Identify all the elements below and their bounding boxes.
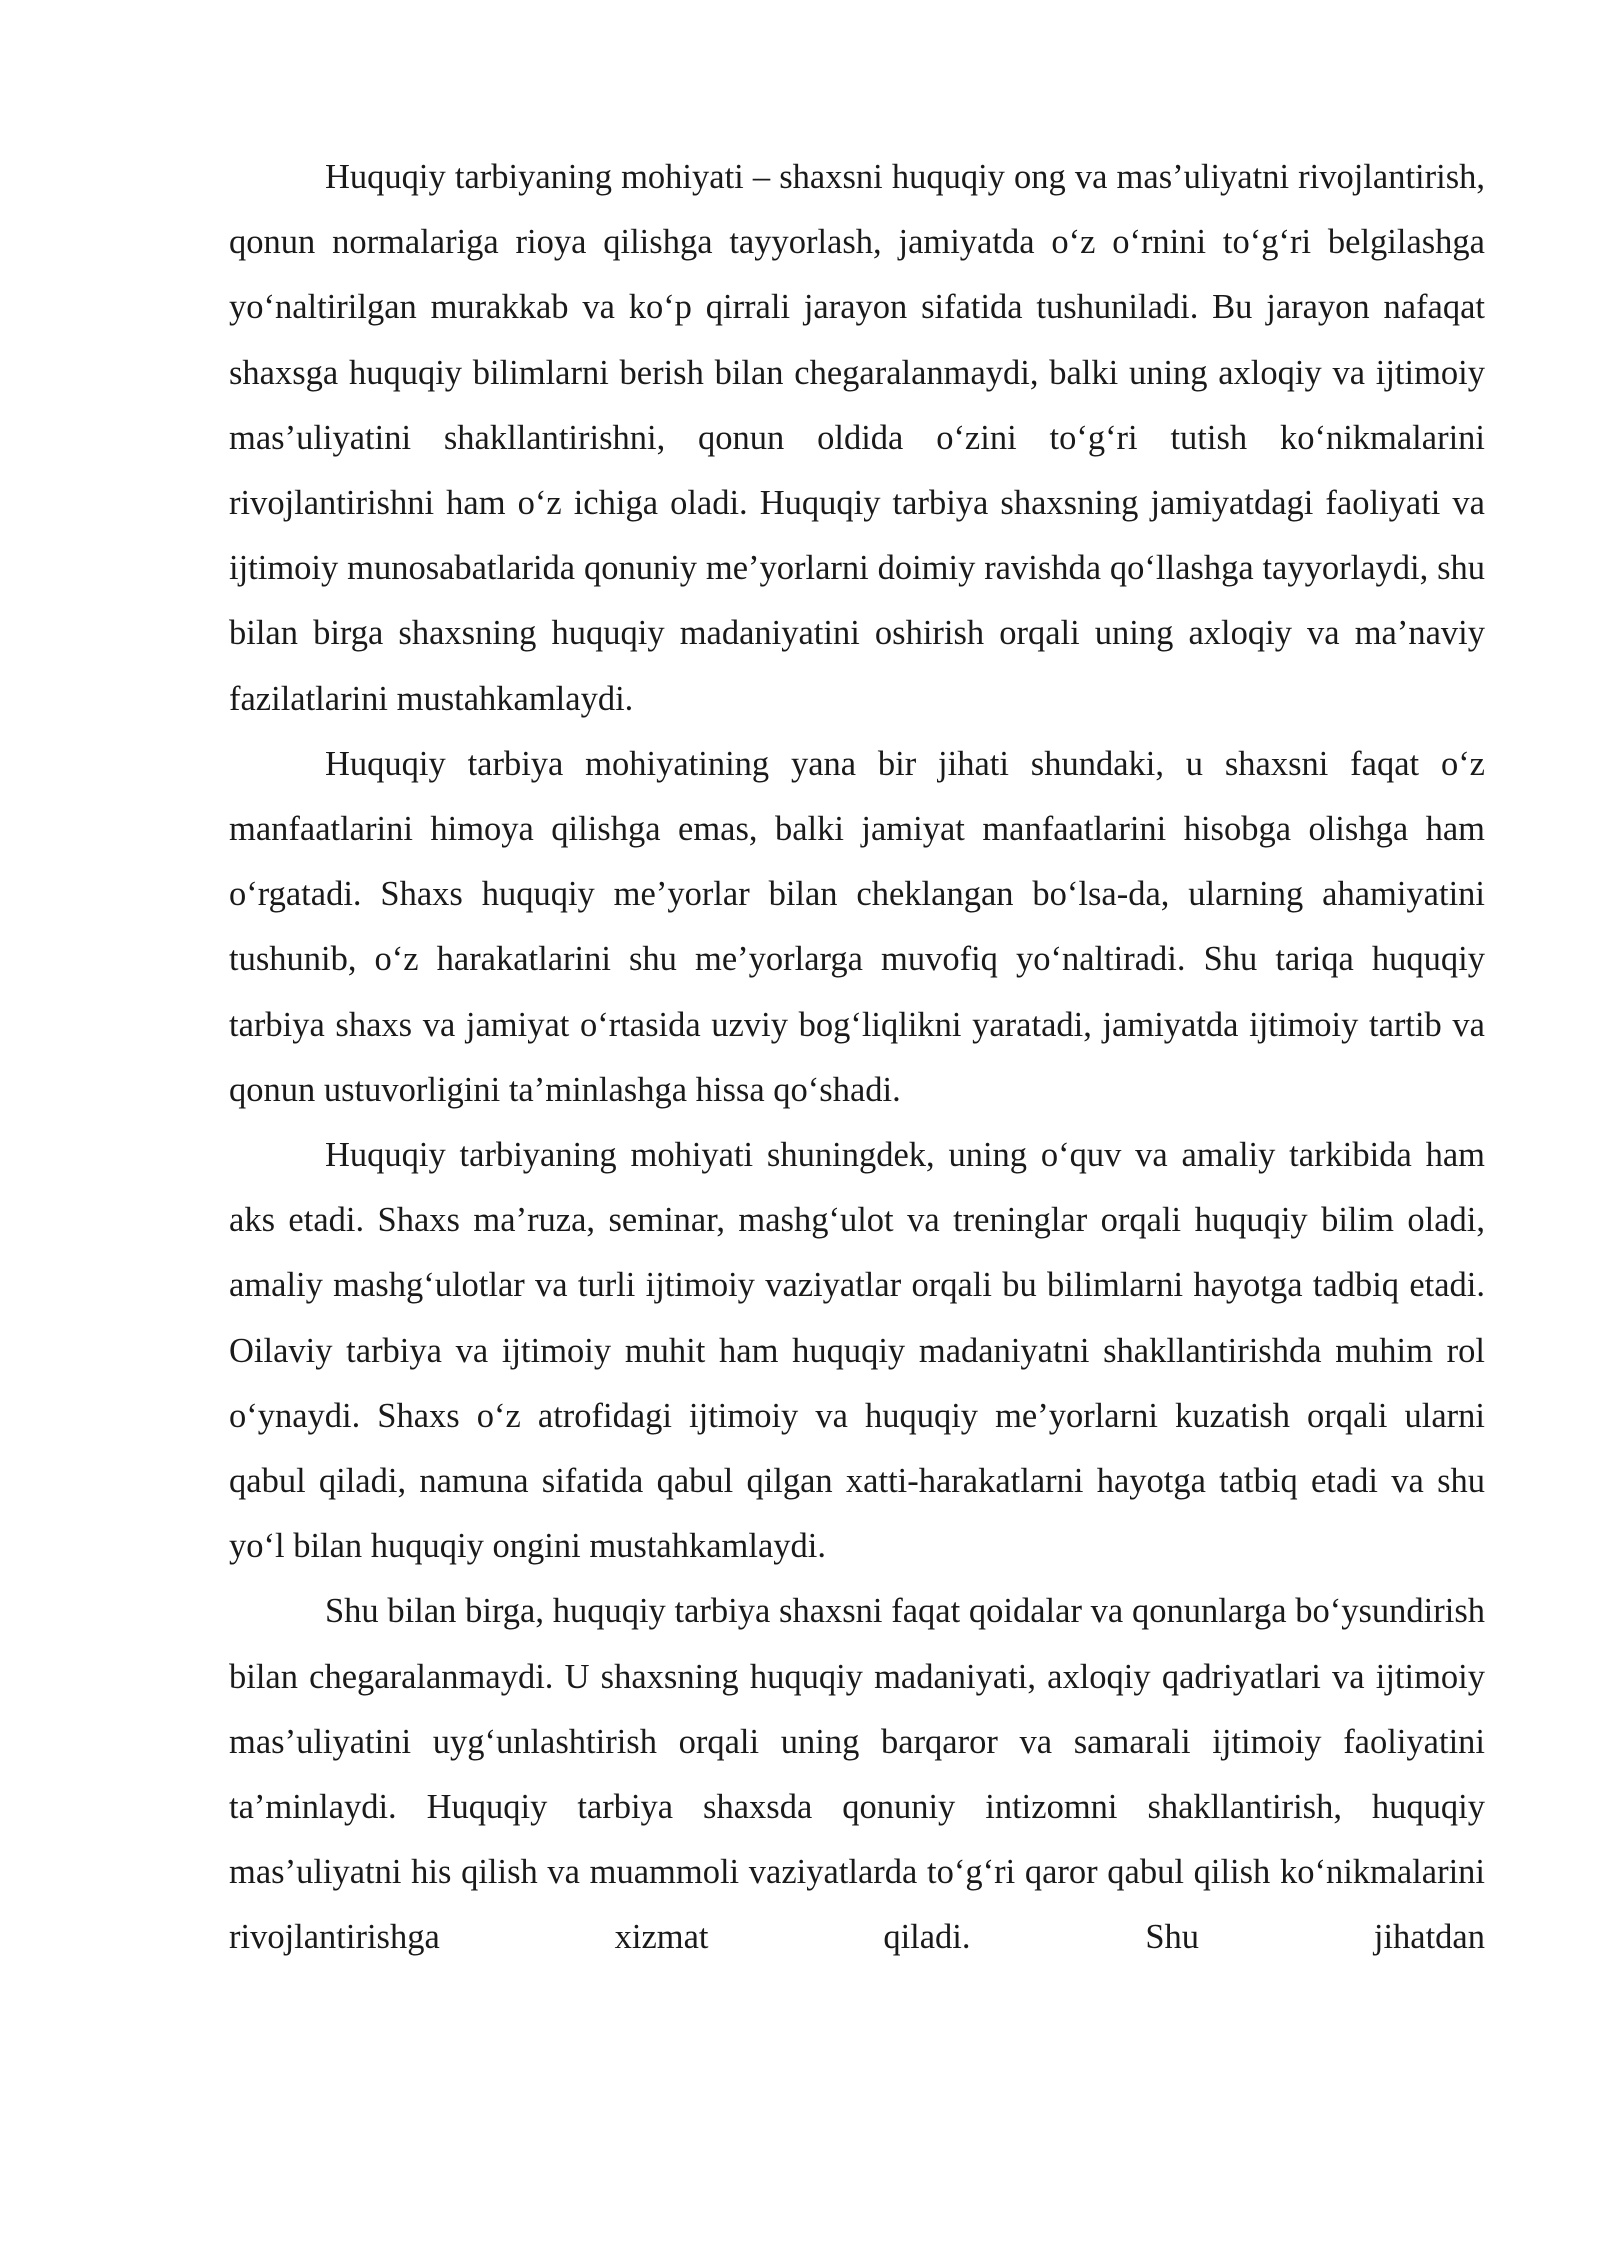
- paragraph-2: Huquqiy tarbiya mohiyatining yana bir jihati shundaki, u shaxsni faqat o‘z manfaatlarini himoya qilishga emas, balki jamiyat manfaatlarini hisobga olishga ham o‘rgatadi. Shaxs huquqiy me’yorlar bilan cheklangan bo‘lsa-da, ularning ahamiyatini tushunib, o‘z harakatlarini shu me’yorlarga muvofiq yo‘naltiradi. Shu tariqa huquqiy tarbiya shaxs va jamiyat o‘rtasida uzviy bog‘liqlikni yaratadi, jamiyatda ijtimoiy tartib va qonun ustuvorligini ta’minlashga hissa qo‘shadi.: [229, 744, 1485, 1109]
- body-text: [229, 145, 1485, 1971]
- paragraph-3: Huquqiy tarbiyaning mohiyati shuningdek, uning o‘quv va amaliy tarkibida ham aks etadi. Shaxs ma’ruza, seminar, mashg‘ulot va treninglar orqali huquqiy bilim oladi, amaliy mashg‘ulotlar va turli ijtimoiy vaziyatlar orqali bu bilimlarni hayotga tadbiq etadi. Oilaviy tarbiya va ijtimoiy muhit ham huquqiy madaniyatni shakllantirishda muhim rol o‘ynaydi. Shaxs o‘z atrofidagi ijtimoiy va huquqiy me’yorlarni kuzatish orqali ularni qabul qiladi, namuna sifatida qabul qilgan xatti-harakatlarni hayotga tatbiq etadi va shu yo‘l bilan huquqiy ongini mustahkamlaydi.: [229, 1136, 1485, 1566]
- paragraph-1: Huquqiy tarbiyaning mohiyati – shaxsni huquqiy ong va mas’uliyatni rivojlantirish, qonun normalariga rioya qilishga tayyorlash, jamiyatda o‘z o‘rnini to‘g‘ri belgilashga yo‘naltirilgan murakkab va ko‘p qirrali jarayon sifatida tushuniladi. Bu jarayon nafaqat shaxsga huquqiy bilimlarni berish bilan chegaralanmaydi, balki uning axloqiy va ijtimoiy mas’uliyatini shakllantirishni, qonun oldida o‘zini to‘g‘ri tutish ko‘nikmalarini rivojlantirishni ham o‘z ichiga oladi. Huquqiy tarbiya shaxsning jamiyatdagi faoliyati va ijtimoiy munosabatlarida qonuniy me’yorlarni doimiy ravishda qo‘llashga tayyorlaydi, shu bilan birga shaxsning huquqiy madaniyatini oshirish orqali uning axloqiy va ma’naviy fazilatlarini mustahkamlaydi.: [229, 158, 1485, 718]
- paragraph-4: Shu bilan birga, huquqiy tarbiya shaxsni faqat qoidalar va qonunlarga bo‘ysundirish bilan chegaralanmaydi. U shaxsning huquqiy madaniyati, axloqiy qadriyatlari va ijtimoiy mas’uliyatini uyg‘unlashtirish orqali uning barqaror va samarali ijtimoiy faoliyatini ta’minlaydi. Huquqiy tarbiya shaxsda qonuniy intizomni shakllantirish, huquqiy mas’uliyatni his qilish va muammoli vaziyatlarda to‘g‘ri qaror qabul qilish ko‘nikmalarini rivojlantirishga xizmat qiladi. Shu jihatdan: [229, 1592, 1485, 1957]
